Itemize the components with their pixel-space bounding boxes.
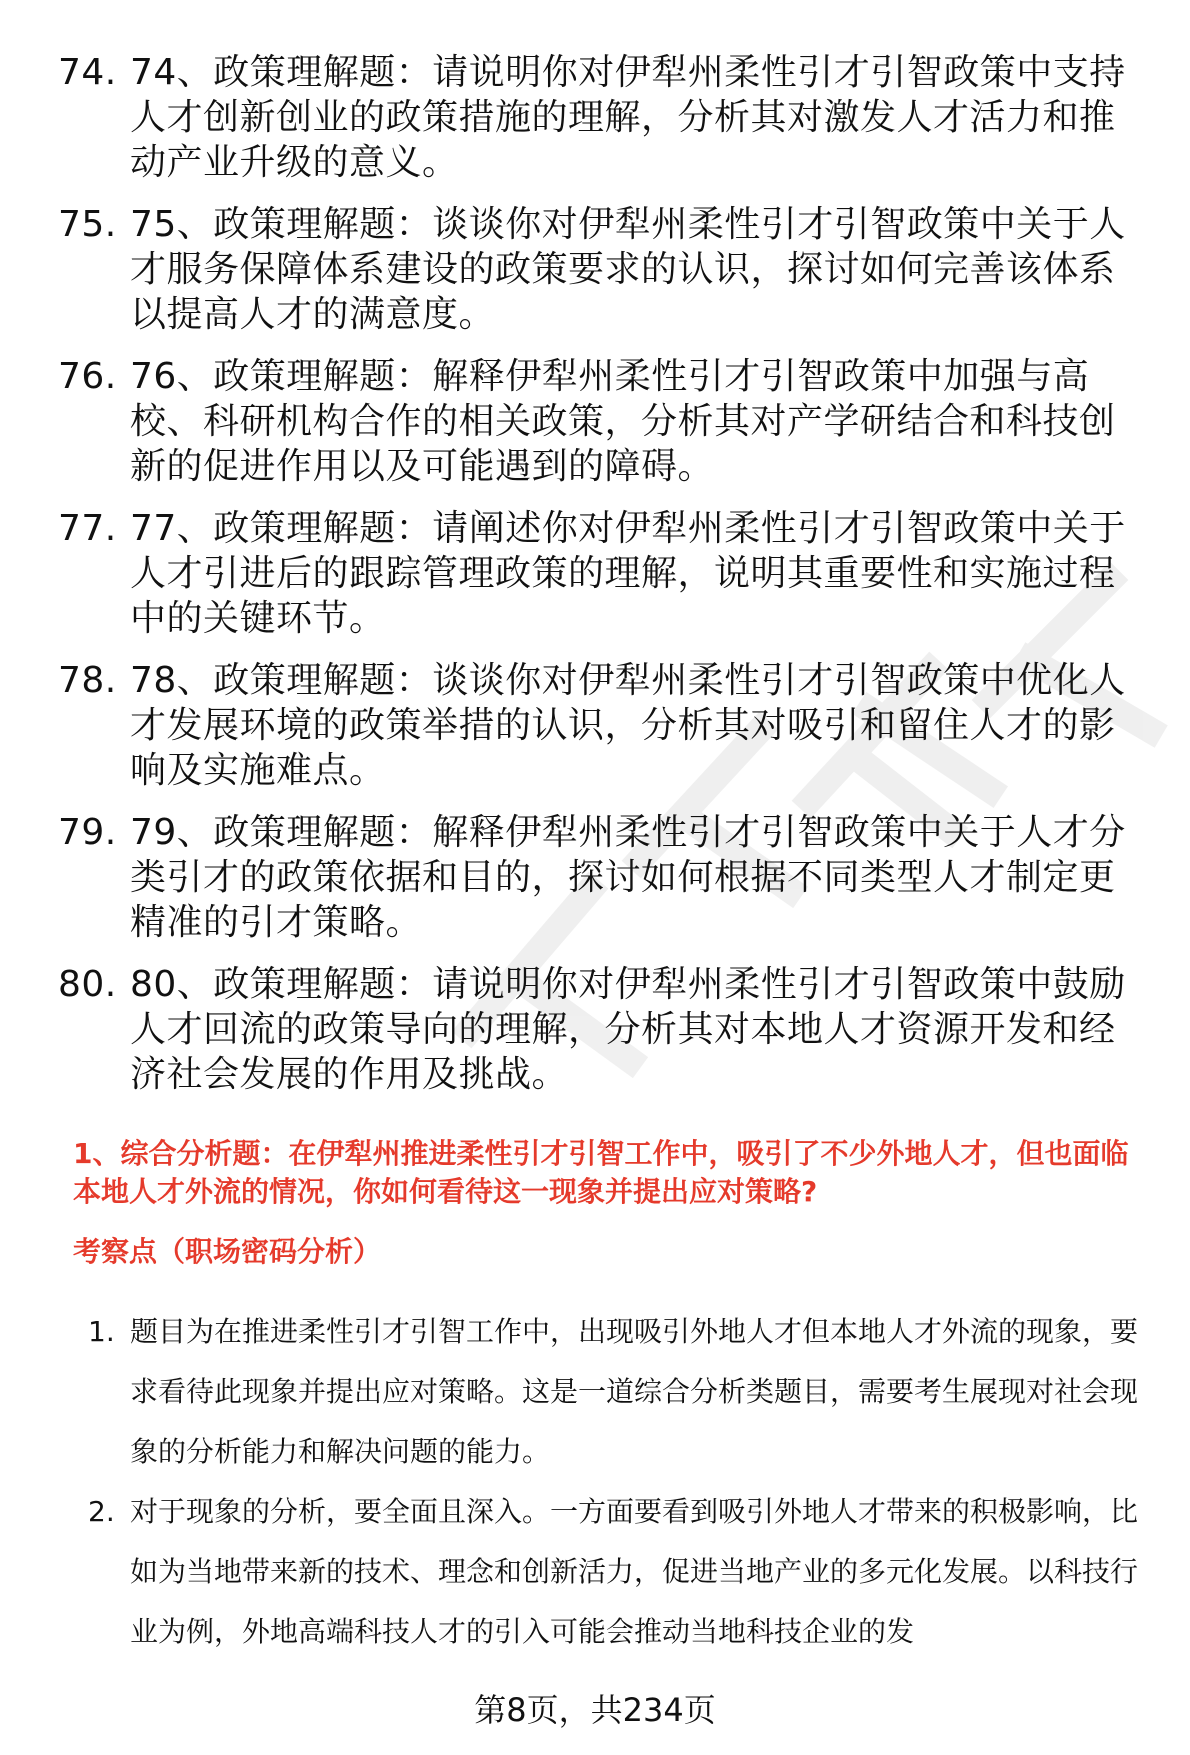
question-text: 79、政策理解题：解释伊犁州柔性引才引智政策中关于人才分类引才的政策依据和目的，探讨如何根据不同类型人才制定更精准的引才策略。 [130,812,1126,943]
point-number: 1. [88,1315,115,1348]
question-number: 76. [58,356,117,397]
question-text: 75、政策理解题：谈谈你对伊犁州柔性引才引智政策中关于人才服务保障体系建设的政策要求的认识，探讨如何完善该体系以提高人才的满意度。 [130,204,1126,335]
question-number: 78. [58,660,117,701]
question-number: 80. [58,964,117,1005]
section-title: 1、综合分析题：在伊犁州推进柔性引才引智工作中，吸引了不少外地人才，但也面临本地人才外流的情况，你如何看待这一现象并提出应对策略? [73,1137,1129,1208]
analysis-point [88,1302,1158,1482]
question-item [58,658,1148,793]
question-text: 78、政策理解题：谈谈你对伊犁州柔性引才引智政策中优化人才发展环境的政策举措的认识，分析其对吸引和留住人才的影响及实施难点。 [130,660,1126,791]
question-list [58,50,1148,1114]
question-number: 75. [58,204,117,245]
page-footer: 第8页，共234页 [474,1691,716,1729]
point-text: 对于现象的分析，要全面且深入。一方面要看到吸引外地人才带来的积极影响，比如为当地带来新的技术、理念和创新活力，促进当地产业的多元化发展。以科技行业为例，外地高端科技人才的引入可能会推动当地科技企业的发 [130,1495,1139,1648]
question-text: 77、政策理解题：请阐述你对伊犁州柔性引才引智政策中关于人才引进后的跟踪管理政策的理解，说明其重要性和实施过程中的关键环节。 [130,508,1126,639]
question-item [58,354,1148,489]
question-number: 74. [58,52,117,93]
analysis-points [88,1302,1158,1662]
point-number: 2. [88,1495,115,1528]
question-text: 76、政策理解题：解释伊犁州柔性引才引智政策中加强与高校、科研机构合作的相关政策，分析其对产学研结合和科技创新的促进作用以及可能遇到的障碍。 [130,356,1116,487]
section-subtitle: 考察点（职场密码分析） [73,1235,382,1268]
analysis-point [88,1482,1158,1662]
point-text: 题目为在推进柔性引才引智工作中，出现吸引外地人才但本地人才外流的现象，要求看待此现象并提出应对策略。这是一道综合分析类题目，需要考生展现对社会现象的分析能力和解决问题的能力。 [130,1315,1139,1468]
question-text: 74、政策理解题：请说明你对伊犁州柔性引才引智政策中支持人才创新创业的政策措施的理解，分析其对激发人才活力和推动产业升级的意义。 [130,52,1126,183]
question-item [58,810,1148,945]
question-item [58,202,1148,337]
question-number: 79. [58,812,117,853]
question-item [58,962,1148,1097]
question-item [58,506,1148,641]
question-number: 77. [58,508,117,549]
question-item [58,50,1148,185]
question-text: 80、政策理解题：请说明你对伊犁州柔性引才引智政策中鼓励人才回流的政策导向的理解，分析其对本地人才资源开发和经济社会发展的作用及挑战。 [130,964,1126,1095]
